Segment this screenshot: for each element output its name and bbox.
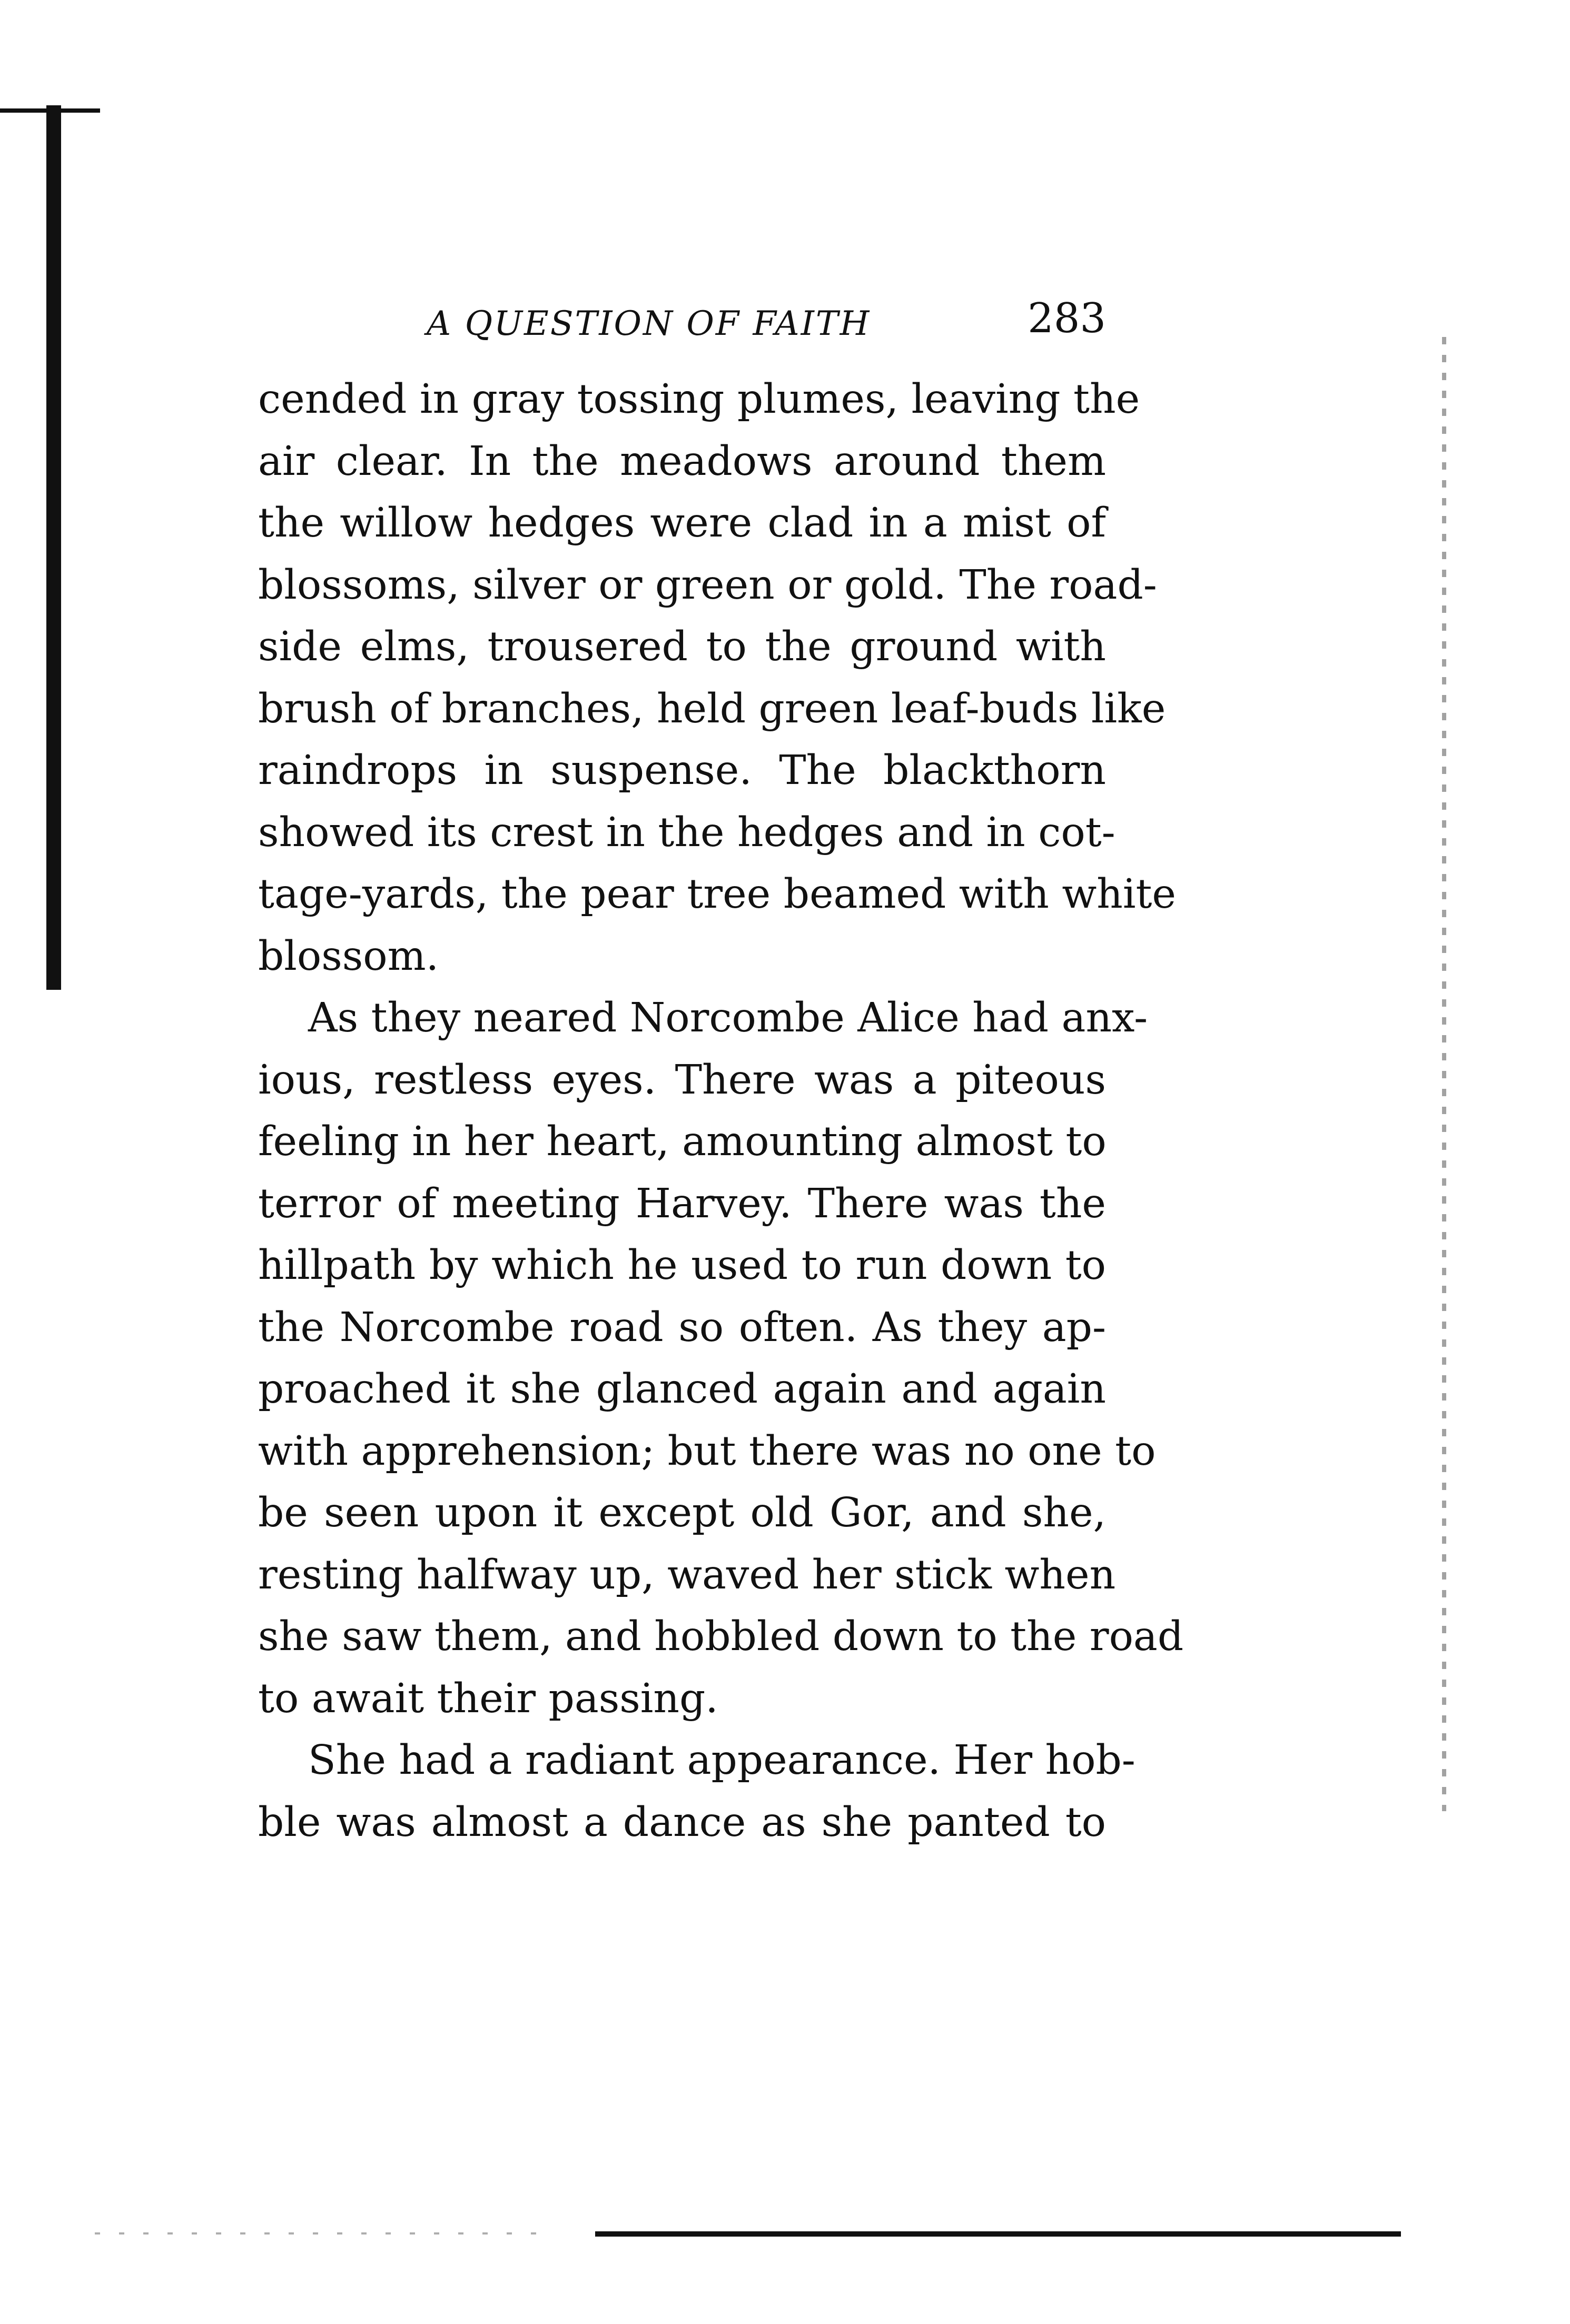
text-line: side elms, trousered to the ground with	[258, 623, 1106, 670]
binding-edge-mark	[0, 108, 100, 113]
text-line: showed its crest in the hedges and in cot-	[258, 809, 1115, 856]
text-line: She had a radiant appearance. Her hob-	[308, 1737, 1135, 1784]
text-line: resting halfway up, waved her stick when	[258, 1551, 1116, 1598]
text-line: ious, restless eyes. There was a piteous	[258, 1056, 1106, 1104]
text-line: to await their passing.	[258, 1675, 718, 1722]
page-edge-bottom	[595, 2231, 1401, 2237]
page-edge-bottom-faint	[95, 2232, 548, 2234]
text-line: proached it she glanced again and again	[258, 1366, 1106, 1413]
text-line: air clear. In the meadows around them	[258, 438, 1106, 485]
binding-shadow	[46, 105, 61, 990]
text-line: with apprehension; but there was no one to	[258, 1427, 1156, 1475]
text-line: the willow hedges were clad in a mist of	[258, 500, 1106, 547]
text-line: blossom.	[258, 932, 439, 980]
text-line: As they neared Norcombe Alice had anx-	[308, 995, 1148, 1041]
running-head-title: A QUESTION OF FAITH	[427, 304, 871, 343]
text-line: tage-yards, the pear tree beamed with white	[258, 871, 1176, 918]
text-line: raindrops in suspense. The blackthorn	[258, 747, 1106, 794]
page-edge-right	[1442, 337, 1446, 1811]
text-line: she saw them, and hobbled down to the road	[258, 1613, 1184, 1660]
text-line: be seen upon it except old Gor, and she,	[258, 1489, 1106, 1536]
text-line: the Norcombe road so often. As they ap-	[258, 1304, 1106, 1351]
text-line: brush of branches, held green leaf-buds like	[258, 685, 1166, 732]
body-text	[258, 369, 1184, 1846]
text-line: ble was almost a dance as she panted to	[258, 1799, 1106, 1846]
text-line: blossoms, silver or green or gold. The road-	[258, 561, 1157, 609]
page-number: 283	[1028, 295, 1106, 342]
text-line: terror of meeting Harvey. There was the	[258, 1180, 1106, 1227]
running-head	[258, 295, 1106, 358]
text-line: hillpath by which he used to run down to	[258, 1242, 1106, 1289]
text-line: cended in gray tossing plumes, leaving the	[258, 376, 1140, 423]
text-line: feeling in her heart, amounting almost to	[258, 1118, 1107, 1165]
